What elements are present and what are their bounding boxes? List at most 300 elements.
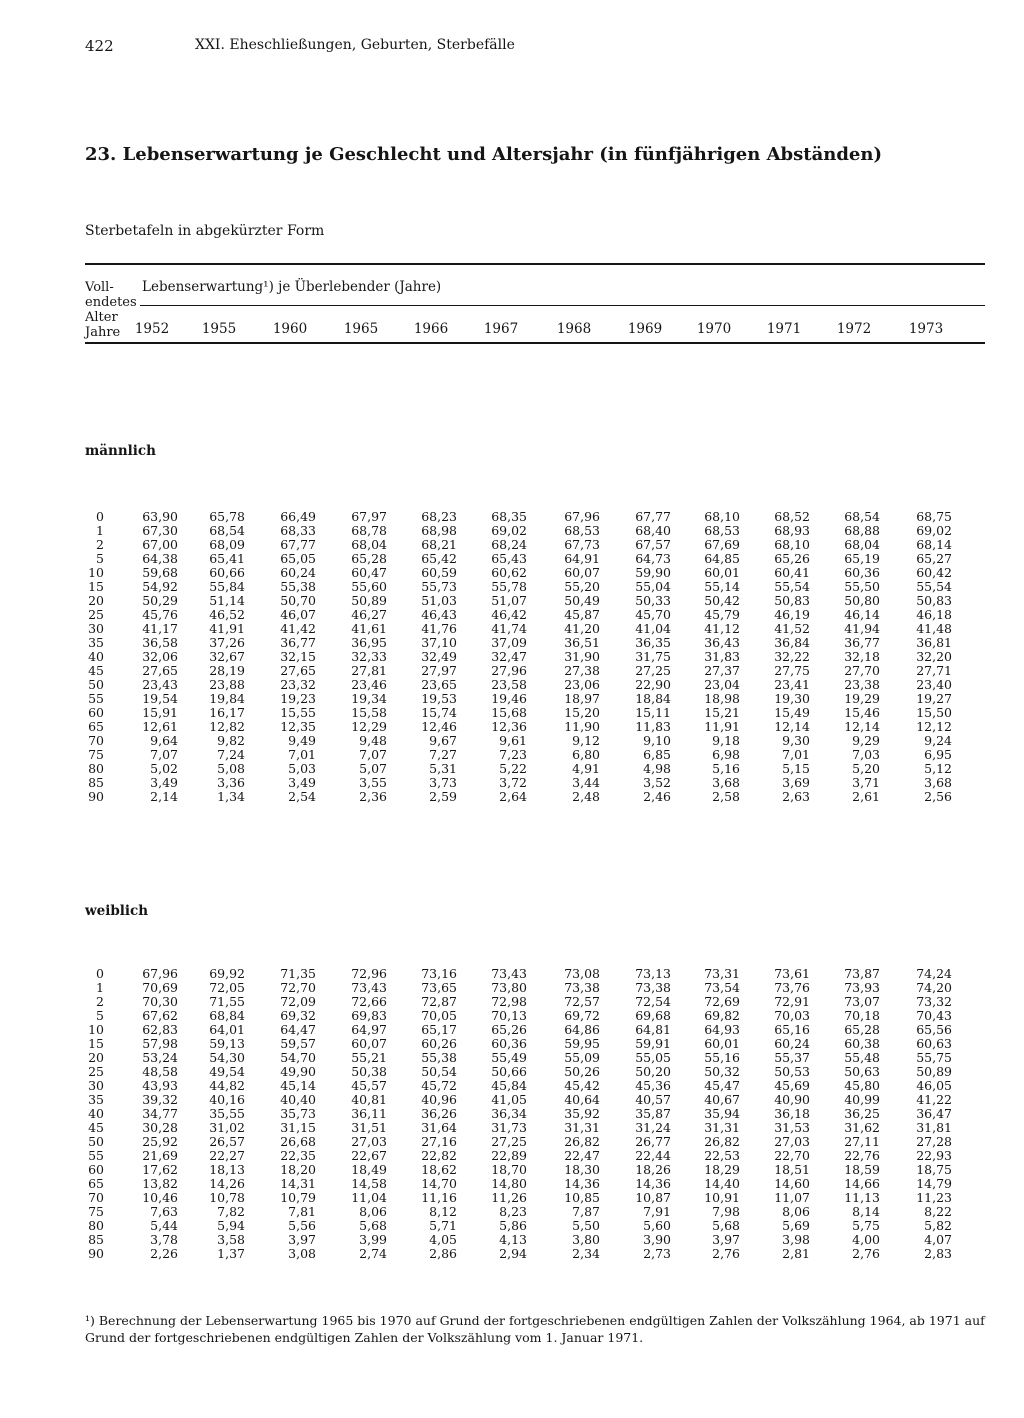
value-cell: 7,82	[217, 1204, 245, 1220]
value-cell: 60,63	[916, 1036, 952, 1052]
age-cell: 75	[88, 1204, 104, 1220]
value-cell: 50,53	[774, 1064, 810, 1080]
age-cell: 85	[88, 775, 104, 791]
value-cell: 36,84	[774, 635, 810, 651]
value-cell: 50,38	[351, 1064, 387, 1080]
value-cell: 32,67	[209, 649, 245, 665]
value-cell: 15,11	[635, 705, 671, 721]
value-cell: 36,47	[916, 1106, 952, 1122]
value-cell: 71,55	[209, 994, 245, 1010]
value-cell: 2,81	[782, 1246, 810, 1262]
value-cell: 35,92	[564, 1106, 600, 1122]
value-cell: 39,32	[142, 1092, 178, 1108]
value-cell: 5,07	[359, 761, 387, 777]
value-cell: 68,10	[704, 509, 740, 524]
value-cell: 23,46	[351, 677, 387, 693]
value-cell: 18,97	[564, 691, 600, 707]
value-cell: 2,26	[150, 1246, 178, 1262]
value-cell: 65,28	[844, 1022, 880, 1038]
value-cell: 73,43	[491, 966, 527, 981]
value-cell: 7,07	[359, 747, 387, 763]
value-cell: 49,54	[209, 1064, 245, 1080]
value-cell: 69,92	[209, 966, 245, 981]
value-cell: 18,49	[351, 1162, 387, 1178]
value-cell: 69,82	[704, 1008, 740, 1024]
section-label-maennlich: männlich	[85, 443, 156, 459]
value-cell: 2,56	[924, 789, 952, 805]
value-cell: 31,15	[280, 1120, 316, 1136]
value-cell: 5,75	[852, 1218, 880, 1234]
age-cell: 70	[88, 733, 104, 749]
value-cell: 50,83	[916, 593, 952, 609]
value-cell: 14,31	[280, 1176, 316, 1192]
value-cell: 64,86	[564, 1022, 600, 1038]
age-cell: 75	[88, 747, 104, 763]
value-cell: 41,17	[142, 621, 178, 637]
value-cell: 67,00	[142, 537, 178, 553]
value-cell: 51,03	[421, 593, 457, 609]
value-cell: 50,29	[142, 593, 178, 609]
value-cell: 18,84	[635, 691, 671, 707]
value-cell: 50,89	[351, 593, 387, 609]
value-cell: 3,55	[359, 775, 387, 791]
value-cell: 65,43	[491, 551, 527, 567]
value-cell: 70,43	[916, 1008, 952, 1024]
value-cell: 35,94	[704, 1106, 740, 1122]
value-cell: 36,26	[421, 1106, 457, 1122]
age-cell: 90	[88, 1246, 104, 1262]
value-cell: 40,81	[351, 1092, 387, 1108]
value-cell: 14,60	[774, 1176, 810, 1192]
value-cell: 31,24	[635, 1120, 671, 1136]
value-cell: 19,53	[421, 691, 457, 707]
value-cell: 5,03	[288, 761, 316, 777]
value-cell: 73,80	[491, 980, 527, 996]
value-cell: 73,43	[351, 980, 387, 996]
value-cell: 50,20	[635, 1064, 671, 1080]
value-cell: 50,80	[844, 593, 880, 609]
value-cell: 46,42	[491, 607, 527, 623]
value-cell: 72,87	[421, 994, 457, 1010]
value-cell: 70,13	[491, 1008, 527, 1024]
value-cell: 31,53	[774, 1120, 810, 1136]
value-cell: 74,24	[916, 966, 952, 981]
value-cell: 5,68	[359, 1218, 387, 1234]
value-cell: 11,91	[704, 719, 740, 735]
value-cell: 27,65	[142, 663, 178, 679]
value-cell: 73,93	[844, 980, 880, 996]
value-cell: 27,70	[844, 663, 880, 679]
value-cell: 14,26	[209, 1176, 245, 1192]
value-cell: 70,05	[421, 1008, 457, 1024]
value-cell: 31,90	[564, 649, 600, 665]
value-cell: 72,66	[351, 994, 387, 1010]
value-cell: 12,35	[280, 719, 316, 735]
value-cell: 9,49	[288, 733, 316, 749]
value-cell: 9,82	[217, 733, 245, 749]
value-cell: 64,93	[704, 1022, 740, 1038]
value-cell: 18,70	[491, 1162, 527, 1178]
value-cell: 7,63	[150, 1204, 178, 1220]
value-cell: 46,05	[916, 1078, 952, 1094]
value-cell: 31,51	[351, 1120, 387, 1136]
age-cell: 60	[88, 1162, 104, 1178]
value-cell: 45,57	[351, 1078, 387, 1094]
value-cell: 32,49	[421, 649, 457, 665]
value-cell: 53,24	[142, 1050, 178, 1066]
value-cell: 2,54	[288, 789, 316, 805]
age-cell: 30	[88, 621, 104, 637]
value-cell: 6,98	[712, 747, 740, 763]
value-cell: 68,24	[491, 537, 527, 553]
value-cell: 48,58	[142, 1064, 178, 1080]
value-cell: 72,91	[774, 994, 810, 1010]
value-cell: 36,11	[351, 1106, 387, 1122]
value-cell: 70,03	[774, 1008, 810, 1024]
value-cell: 41,48	[916, 621, 952, 637]
value-cell: 26,77	[635, 1134, 671, 1150]
value-cell: 2,63	[782, 789, 810, 805]
value-cell: 73,54	[704, 980, 740, 996]
value-cell: 2,86	[429, 1246, 457, 1262]
value-cell: 31,31	[564, 1120, 600, 1136]
value-cell: 3,58	[217, 1232, 245, 1248]
spanning-header: Lebenserwartung¹) je Überlebender (Jahre)	[142, 279, 442, 295]
value-cell: 73,65	[421, 980, 457, 996]
value-cell: 26,68	[280, 1134, 316, 1150]
value-cell: 41,74	[491, 621, 527, 637]
value-cell: 31,81	[916, 1120, 952, 1136]
value-cell: 7,01	[782, 747, 810, 763]
age-cell: 65	[88, 719, 104, 735]
value-cell: 5,08	[217, 761, 245, 777]
value-cell: 65,16	[774, 1022, 810, 1038]
value-cell: 60,01	[704, 565, 740, 581]
value-cell: 36,81	[916, 635, 952, 651]
value-cell: 2,94	[499, 1246, 527, 1262]
age-cell: 50	[88, 1134, 104, 1150]
value-cell: 36,51	[564, 635, 600, 651]
value-cell: 27,37	[704, 663, 740, 679]
value-cell: 55,37	[774, 1050, 810, 1066]
value-cell: 55,73	[421, 579, 457, 595]
value-cell: 27,11	[844, 1134, 880, 1150]
value-cell: 15,55	[280, 705, 316, 721]
year-header: 1955	[201, 321, 237, 337]
value-cell: 27,81	[351, 663, 387, 679]
age-cell: 25	[88, 607, 104, 623]
value-cell: 40,64	[564, 1092, 600, 1108]
value-cell: 45,69	[774, 1078, 810, 1094]
value-cell: 50,26	[564, 1064, 600, 1080]
value-cell: 50,42	[704, 593, 740, 609]
value-cell: 5,82	[924, 1218, 952, 1234]
value-cell: 12,14	[844, 719, 880, 735]
age-cell: 80	[88, 761, 104, 777]
value-cell: 67,77	[280, 537, 316, 553]
value-cell: 8,12	[429, 1204, 457, 1220]
value-cell: 2,83	[924, 1246, 952, 1262]
value-cell: 34,77	[142, 1106, 178, 1122]
age-cell: 50	[88, 677, 104, 693]
value-cell: 15,21	[704, 705, 740, 721]
value-cell: 6,80	[572, 747, 600, 763]
value-cell: 27,03	[774, 1134, 810, 1150]
value-cell: 18,30	[564, 1162, 600, 1178]
value-cell: 62,83	[142, 1022, 178, 1038]
year-header: 1960	[272, 321, 308, 337]
value-cell: 10,78	[209, 1190, 245, 1206]
value-cell: 8,23	[499, 1204, 527, 1220]
footnote: ¹) Berechnung der Lebenserwartung 1965 bis 1970 auf Grund der fortgeschriebenen endgültigen Zahlen der Volkszählung 1964, ab 1971 auf Grund der fortgeschriebenen endgültigen Zahlen der Volkszählung vom 1. Januar 1971.	[85, 1313, 985, 1345]
value-cell: 65,56	[916, 1022, 952, 1038]
value-cell: 5,69	[782, 1218, 810, 1234]
value-cell: 5,15	[782, 761, 810, 777]
year-header: 1970	[696, 321, 732, 337]
value-cell: 65,05	[280, 551, 316, 567]
value-cell: 19,34	[351, 691, 387, 707]
age-cell: 1	[96, 980, 104, 996]
value-cell: 68,35	[491, 509, 527, 524]
value-cell: 18,62	[421, 1162, 457, 1178]
value-cell: 60,07	[351, 1036, 387, 1052]
value-cell: 27,16	[421, 1134, 457, 1150]
value-cell: 63,90	[142, 509, 178, 524]
value-cell: 7,07	[150, 747, 178, 763]
header-divider-rule	[140, 305, 985, 306]
value-cell: 22,47	[564, 1148, 600, 1164]
value-cell: 15,58	[351, 705, 387, 721]
value-cell: 5,16	[712, 761, 740, 777]
value-cell: 68,04	[351, 537, 387, 553]
value-cell: 73,16	[421, 966, 457, 981]
age-cell: 70	[88, 1190, 104, 1206]
value-cell: 41,61	[351, 621, 387, 637]
value-cell: 60,24	[774, 1036, 810, 1052]
value-cell: 8,22	[924, 1204, 952, 1220]
value-cell: 15,50	[916, 705, 952, 721]
stub-header-line: Alter	[85, 310, 118, 325]
value-cell: 31,75	[635, 649, 671, 665]
value-cell: 18,98	[704, 691, 740, 707]
value-cell: 60,62	[491, 565, 527, 581]
value-cell: 65,42	[421, 551, 457, 567]
value-cell: 22,67	[351, 1148, 387, 1164]
value-cell: 23,43	[142, 677, 178, 693]
value-cell: 3,78	[150, 1232, 178, 1248]
table-top-rule	[85, 263, 985, 265]
value-cell: 55,38	[280, 579, 316, 595]
value-cell: 71,35	[280, 966, 316, 981]
value-cell: 3,73	[429, 775, 457, 791]
value-cell: 8,06	[782, 1204, 810, 1220]
value-cell: 67,69	[704, 537, 740, 553]
age-cell: 2	[96, 537, 104, 553]
value-cell: 73,32	[916, 994, 952, 1010]
value-cell: 60,66	[209, 565, 245, 581]
value-cell: 10,46	[142, 1190, 178, 1206]
year-header: 1967	[483, 321, 519, 337]
value-cell: 4,13	[499, 1232, 527, 1248]
value-cell: 36,77	[280, 635, 316, 651]
value-cell: 65,19	[844, 551, 880, 567]
value-cell: 7,24	[217, 747, 245, 763]
value-cell: 11,16	[421, 1190, 457, 1206]
value-cell: 2,36	[359, 789, 387, 805]
value-cell: 4,00	[852, 1232, 880, 1248]
age-cell: 20	[88, 1050, 104, 1066]
value-cell: 50,49	[564, 593, 600, 609]
value-cell: 64,85	[704, 551, 740, 567]
value-cell: 73,13	[635, 966, 671, 981]
value-cell: 74,20	[916, 980, 952, 996]
value-cell: 15,49	[774, 705, 810, 721]
value-cell: 7,87	[572, 1204, 600, 1220]
value-cell: 3,72	[499, 775, 527, 791]
value-cell: 7,23	[499, 747, 527, 763]
value-cell: 5,56	[288, 1218, 316, 1234]
value-cell: 35,55	[209, 1106, 245, 1122]
value-cell: 36,25	[844, 1106, 880, 1122]
value-cell: 35,73	[280, 1106, 316, 1122]
value-cell: 26,82	[704, 1134, 740, 1150]
value-cell: 65,27	[916, 551, 952, 567]
value-cell: 64,01	[209, 1022, 245, 1038]
value-cell: 3,08	[288, 1246, 316, 1262]
value-cell: 9,30	[782, 733, 810, 749]
age-cell: 60	[88, 705, 104, 721]
value-cell: 50,66	[491, 1064, 527, 1080]
value-cell: 36,58	[142, 635, 178, 651]
value-cell: 2,74	[359, 1246, 387, 1262]
value-cell: 60,42	[916, 565, 952, 581]
value-cell: 36,95	[351, 635, 387, 651]
value-cell: 73,31	[704, 966, 740, 981]
value-cell: 68,09	[209, 537, 245, 553]
year-header: 1968	[556, 321, 592, 337]
value-cell: 31,02	[209, 1120, 245, 1136]
value-cell: 32,18	[844, 649, 880, 665]
page-number: 422	[85, 37, 114, 55]
value-cell: 32,06	[142, 649, 178, 665]
value-cell: 67,96	[142, 966, 178, 981]
value-cell: 57,98	[142, 1036, 178, 1052]
value-cell: 41,22	[916, 1092, 952, 1108]
value-cell: 60,26	[421, 1036, 457, 1052]
value-cell: 59,68	[142, 565, 178, 581]
value-cell: 55,50	[844, 579, 880, 595]
value-cell: 55,16	[704, 1050, 740, 1066]
value-cell: 40,99	[844, 1092, 880, 1108]
value-cell: 12,29	[351, 719, 387, 735]
value-cell: 13,82	[142, 1176, 178, 1192]
value-cell: 45,70	[635, 607, 671, 623]
value-cell: 72,98	[491, 994, 527, 1010]
value-cell: 64,73	[635, 551, 671, 567]
value-cell: 65,26	[491, 1022, 527, 1038]
value-cell: 64,47	[280, 1022, 316, 1038]
value-cell: 36,18	[774, 1106, 810, 1122]
value-cell: 41,12	[704, 621, 740, 637]
value-cell: 72,69	[704, 994, 740, 1010]
value-cell: 46,52	[209, 607, 245, 623]
value-cell: 2,14	[150, 789, 178, 805]
value-cell: 9,48	[359, 733, 387, 749]
value-cell: 4,05	[429, 1232, 457, 1248]
value-cell: 10,85	[564, 1190, 600, 1206]
value-cell: 2,59	[429, 789, 457, 805]
age-cell: 45	[88, 663, 104, 679]
age-cell: 85	[88, 1232, 104, 1248]
value-cell: 37,26	[209, 635, 245, 651]
value-cell: 41,04	[635, 621, 671, 637]
value-cell: 73,61	[774, 966, 810, 981]
value-cell: 32,22	[774, 649, 810, 665]
value-cell: 5,12	[924, 761, 952, 777]
value-cell: 72,96	[351, 966, 387, 981]
value-cell: 23,32	[280, 677, 316, 693]
value-cell: 14,70	[421, 1176, 457, 1192]
value-cell: 9,10	[643, 733, 671, 749]
value-cell: 5,68	[712, 1218, 740, 1234]
value-cell: 22,35	[280, 1148, 316, 1164]
value-cell: 64,97	[351, 1022, 387, 1038]
year-header: 1971	[766, 321, 802, 337]
value-cell: 59,90	[635, 565, 671, 581]
value-cell: 69,83	[351, 1008, 387, 1024]
value-cell: 50,54	[421, 1064, 457, 1080]
value-cell: 45,14	[280, 1078, 316, 1094]
value-cell: 23,40	[916, 677, 952, 693]
year-header: 1952	[134, 321, 170, 337]
value-cell: 9,64	[150, 733, 178, 749]
value-cell: 72,54	[635, 994, 671, 1010]
value-cell: 68,33	[280, 523, 316, 539]
value-cell: 27,75	[774, 663, 810, 679]
value-cell: 40,16	[209, 1092, 245, 1108]
value-cell: 45,72	[421, 1078, 457, 1094]
value-cell: 64,38	[142, 551, 178, 567]
value-cell: 22,76	[844, 1148, 880, 1164]
value-cell: 6,85	[643, 747, 671, 763]
value-cell: 60,59	[421, 565, 457, 581]
value-cell: 15,74	[421, 705, 457, 721]
age-cell: 5	[96, 1008, 104, 1024]
value-cell: 9,61	[499, 733, 527, 749]
value-cell: 31,31	[704, 1120, 740, 1136]
age-cell: 15	[88, 1036, 104, 1052]
value-cell: 41,91	[209, 621, 245, 637]
value-cell: 68,40	[635, 523, 671, 539]
age-cell: 2	[96, 994, 104, 1010]
value-cell: 31,64	[421, 1120, 457, 1136]
value-cell: 45,42	[564, 1078, 600, 1094]
value-cell: 36,34	[491, 1106, 527, 1122]
value-cell: 45,79	[704, 607, 740, 623]
value-cell: 12,36	[491, 719, 527, 735]
age-cell: 0	[96, 966, 104, 981]
value-cell: 19,54	[142, 691, 178, 707]
value-cell: 68,14	[916, 537, 952, 553]
value-cell: 10,91	[704, 1190, 740, 1206]
value-cell: 22,90	[635, 677, 671, 693]
value-cell: 73,07	[844, 994, 880, 1010]
value-cell: 14,36	[564, 1176, 600, 1192]
value-cell: 36,77	[844, 635, 880, 651]
value-cell: 5,86	[499, 1218, 527, 1234]
value-cell: 12,12	[916, 719, 952, 735]
value-cell: 12,82	[209, 719, 245, 735]
